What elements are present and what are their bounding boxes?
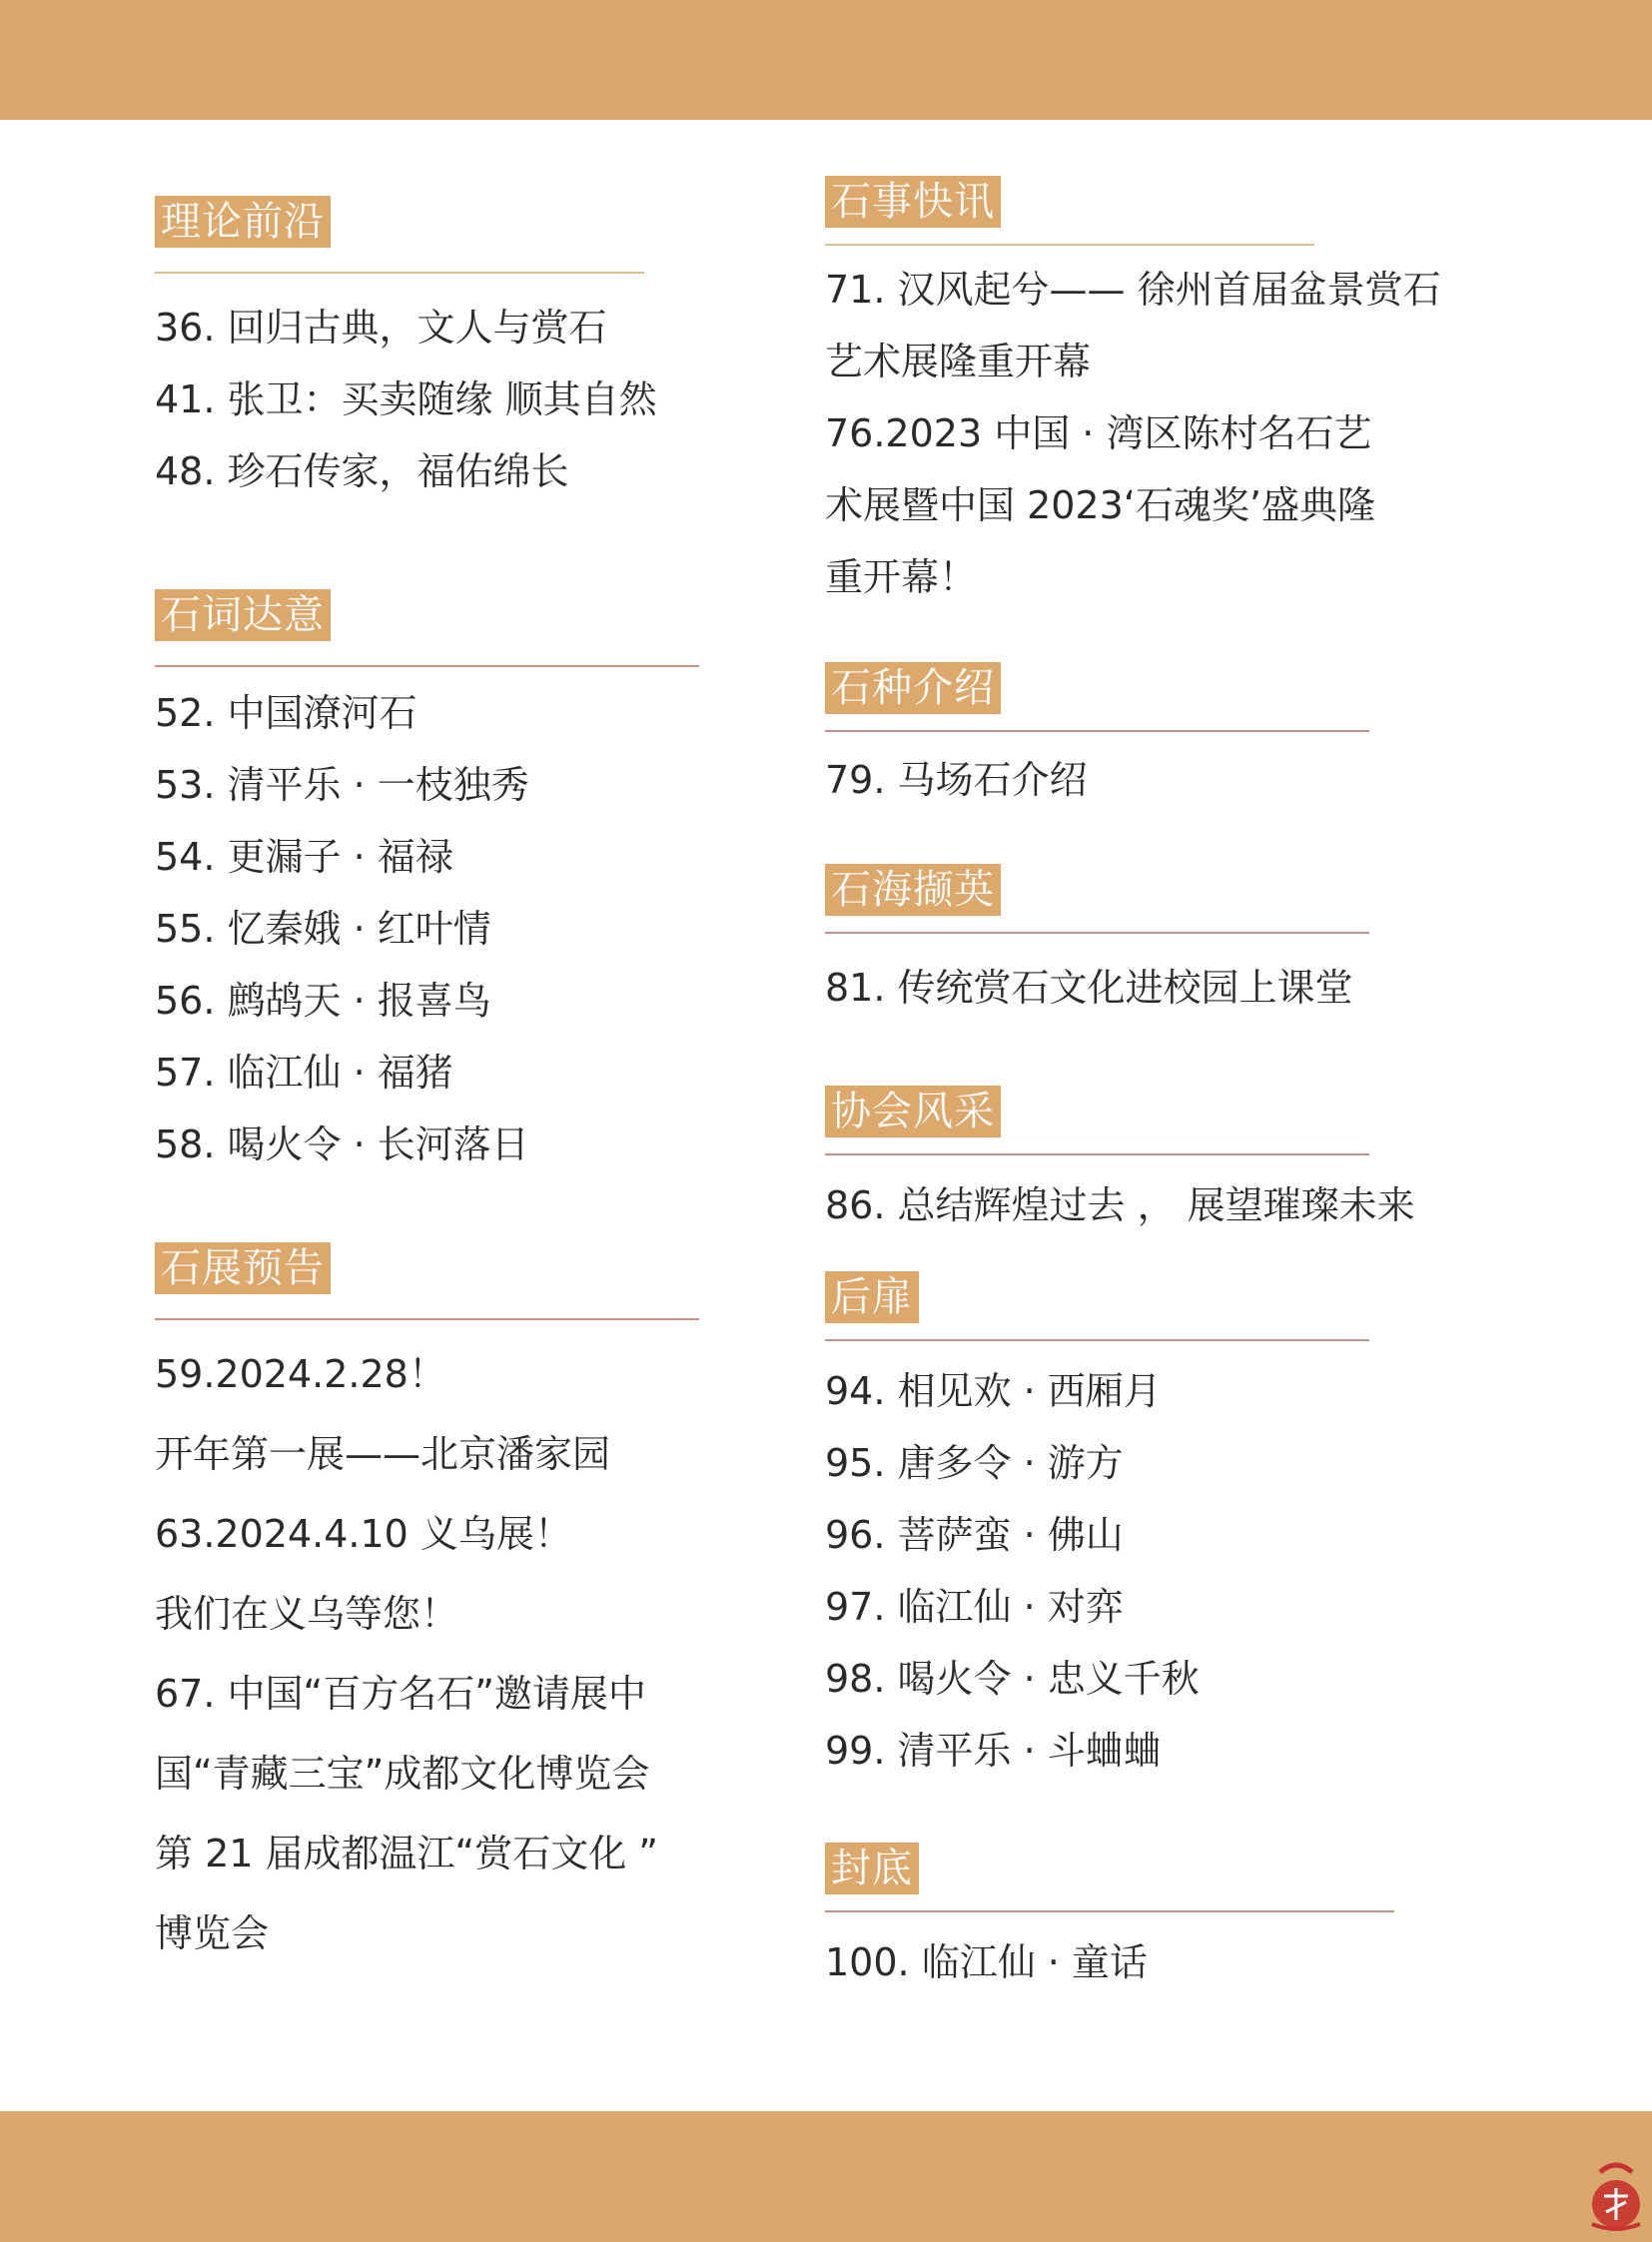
section-title: 后扉 (825, 1271, 919, 1323)
section-divider (155, 1318, 699, 1320)
section-divider (155, 665, 699, 667)
toc-entry[interactable]: 97. 临江仙 · 对弈 (825, 1585, 1124, 1629)
section-title: 石词达意 (155, 589, 331, 641)
huaxia-qishi-seal-icon (1586, 2152, 1646, 2236)
toc-entry[interactable]: 81. 传统赏石文化进校园上课堂 (825, 966, 1353, 1010)
toc-entry[interactable]: 98. 喝火令 · 忠义千秋 (825, 1657, 1200, 1701)
section-title: 石事快讯 (825, 176, 1001, 228)
toc-entry[interactable]: 开年第一展——北京潘家园 (155, 1432, 611, 1476)
section-houfei (825, 1271, 1369, 1787)
section-shihai (825, 864, 1369, 1028)
section-title: 封底 (825, 1843, 919, 1894)
toc-entry[interactable]: 博览会 (155, 1911, 270, 1955)
toc-entry[interactable]: 76.2023 中国 · 湾区陈村名石艺 (825, 411, 1372, 455)
toc-entry[interactable]: 57. 临江仙 · 福猪 (155, 1051, 453, 1095)
section-shishi (825, 176, 1441, 613)
section-shizhong (825, 662, 1369, 820)
footer-band (0, 2111, 1652, 2242)
toc-entry[interactable]: 99. 清平乐 · 斗蛐蛐 (825, 1729, 1162, 1773)
toc-entry[interactable]: 71. 汉风起兮—— 徐州首届盆景赏石 (825, 268, 1441, 312)
entry-list (825, 948, 1369, 1028)
section-title: 石海撷英 (825, 864, 1001, 916)
section-title: 石展预告 (155, 1242, 331, 1294)
section-lilun (155, 196, 657, 507)
entry-list (155, 1334, 699, 1973)
toc-entry[interactable]: 41. 张卫：买卖随缘 顺其自然 (155, 377, 657, 421)
toc-entry[interactable]: 术展暨中国 2023‘石魂奖’盛典隆 (825, 483, 1375, 527)
section-divider (825, 932, 1369, 934)
entry-list (825, 740, 1369, 820)
toc-entry[interactable]: 96. 菩萨蛮 · 佛山 (825, 1513, 1124, 1557)
toc-entry[interactable]: 重开幕！ (825, 555, 978, 599)
toc-entry[interactable]: 86. 总结辉煌过去 ， 展望璀璨未来 (825, 1183, 1415, 1227)
section-divider (825, 1153, 1369, 1155)
entry-list (155, 677, 699, 1180)
entry-list (155, 292, 657, 507)
toc-entry[interactable]: 36. 回归古典，文人与赏石 (155, 306, 607, 350)
toc-entry[interactable]: 79. 马场石介绍 (825, 758, 1088, 802)
toc-entry[interactable]: 100. 临江仙 · 童话 (825, 1940, 1148, 1984)
section-divider (155, 272, 644, 274)
section-shici (155, 589, 699, 1180)
toc-entry[interactable]: 63.2024.4.10 义乌展！ (155, 1512, 572, 1556)
header-band (0, 0, 1652, 120)
section-fengdi (825, 1843, 1394, 2002)
section-title: 石种介绍 (825, 662, 1001, 714)
toc-entry[interactable]: 55. 忆秦娥 · 红叶情 (155, 907, 491, 951)
toc-entry[interactable]: 67. 中国“百方名石”邀请展中 (155, 1672, 646, 1716)
section-divider (825, 730, 1369, 732)
toc-entry[interactable]: 52. 中国潦河石 (155, 691, 417, 735)
entry-list (825, 254, 1441, 613)
toc-entry[interactable]: 艺术展隆重开幕 (825, 340, 1092, 383)
section-xiehui (825, 1086, 1415, 1245)
entry-list (825, 1922, 1394, 2002)
toc-entry[interactable]: 94. 相见欢 · 西厢月 (825, 1369, 1162, 1413)
section-shizhan (155, 1242, 699, 1973)
section-divider (825, 244, 1314, 246)
entry-list (825, 1165, 1415, 1245)
toc-entry[interactable]: 59.2024.2.28！ (155, 1352, 446, 1396)
section-divider (825, 1339, 1369, 1341)
toc-entry[interactable]: 国“青藏三宝”成都文化博览会 (155, 1752, 650, 1796)
toc-entry[interactable]: 58. 喝火令 · 长河落日 (155, 1122, 529, 1166)
section-title: 协会风采 (825, 1086, 1001, 1137)
toc-entry[interactable]: 56. 鹧鸪天 · 报喜鸟 (155, 979, 491, 1023)
toc-entry[interactable]: 53. 清平乐 · 一枝独秀 (155, 763, 529, 807)
section-divider (825, 1910, 1394, 1912)
toc-entry[interactable]: 48. 珍石传家，福佑绵长 (155, 449, 569, 493)
entry-list (825, 1355, 1369, 1787)
toc-entry[interactable]: 54. 更漏子 · 福禄 (155, 835, 453, 879)
toc-entry[interactable]: 我们在义乌等您！ (155, 1592, 459, 1636)
toc-entry[interactable]: 95. 唐多令 · 游方 (825, 1441, 1124, 1485)
section-title: 理论前沿 (155, 196, 331, 248)
toc-entry[interactable]: 第 21 届成都温江“赏石文化 ” (155, 1832, 658, 1875)
